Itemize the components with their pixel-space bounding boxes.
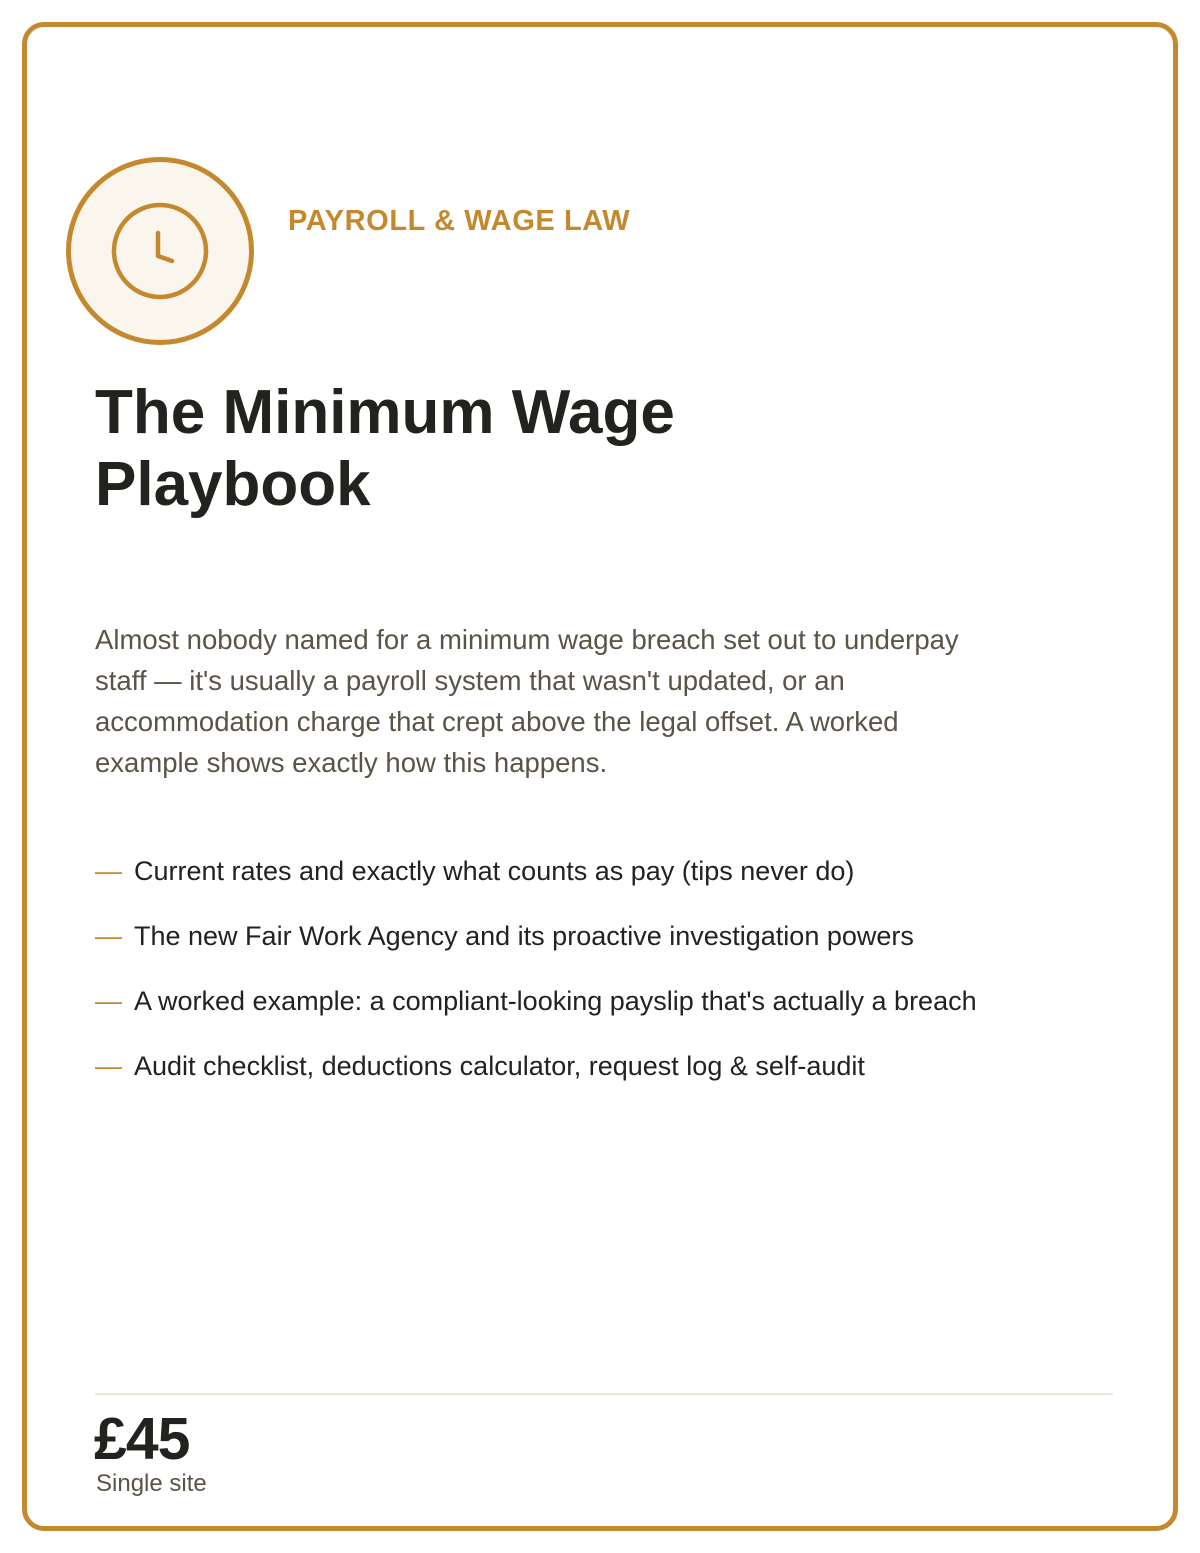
divider <box>95 1393 1113 1395</box>
price: £45 <box>94 1406 190 1472</box>
feature-text: Audit checklist, deductions calculator, request log & self-audit <box>134 1051 865 1081</box>
feature-list <box>95 853 995 1113</box>
dash-bullet: — <box>95 921 122 951</box>
category-badge <box>66 157 254 345</box>
dash-bullet: — <box>95 856 122 886</box>
feature-text: The new Fair Work Agency and its proactive investigation powers <box>134 921 914 951</box>
feature-item <box>95 983 995 1019</box>
product-card <box>22 22 1178 1531</box>
dash-bullet: — <box>95 986 122 1016</box>
feature-item <box>95 918 995 954</box>
license-type: Single site <box>96 1470 207 1497</box>
product-title: The Minimum Wage Playbook <box>95 378 675 519</box>
category-label: PAYROLL & WAGE LAW <box>288 205 631 237</box>
dash-bullet: — <box>95 1051 122 1081</box>
product-description: Almost nobody named for a minimum wage breach set out to underpay staff — it's usually a payroll system that wasn't updated, or an accommodation charge that crept above the legal offset. A worked example shows exactly how this happens. <box>95 624 959 778</box>
feature-item <box>95 853 995 889</box>
feature-text: A worked example: a compliant-looking payslip that's actually a breach <box>134 986 977 1016</box>
feature-text: Current rates and exactly what counts as pay (tips never do) <box>134 856 855 886</box>
feature-item <box>95 1048 995 1084</box>
